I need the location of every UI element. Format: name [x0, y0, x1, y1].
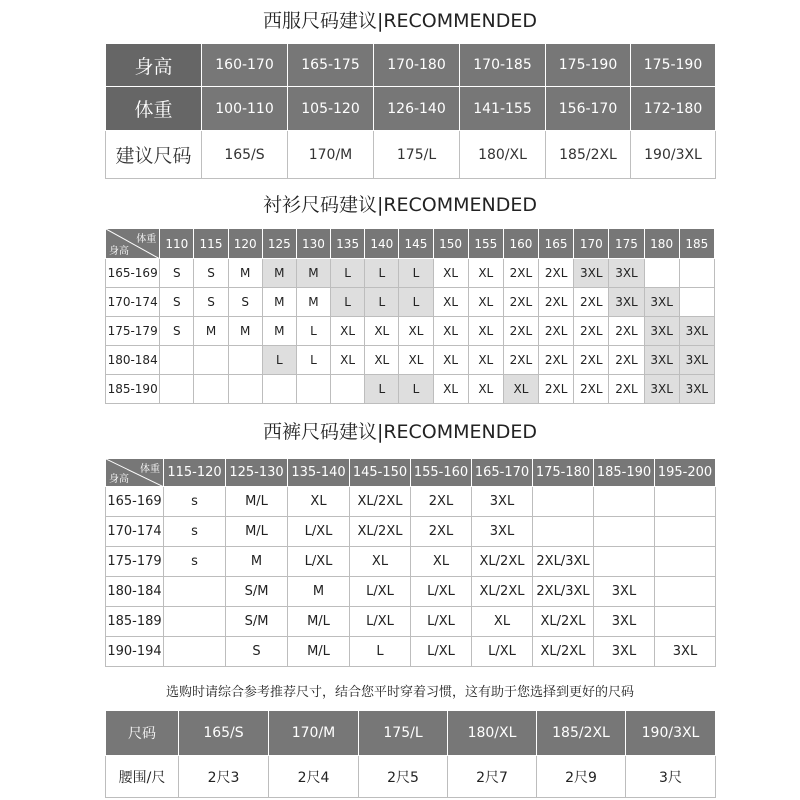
shirt-size-cell: S	[228, 288, 262, 317]
trouser-size-cell: XL	[288, 487, 350, 517]
shirt-weight-header: 120	[228, 229, 262, 259]
shirt-weight-header: 165	[539, 229, 574, 259]
shirt-size-cell: 2XL	[539, 288, 574, 317]
shirt-size-cell: S	[160, 288, 194, 317]
shirt-size-cell: 2XL	[503, 346, 538, 375]
trouser-height-label: 190-194	[106, 637, 164, 667]
trouser-size-cell	[594, 517, 655, 547]
trouser-size-cell: s	[164, 547, 226, 577]
shirt-size-cell	[228, 375, 262, 404]
trouser-table-row	[106, 487, 716, 517]
suit-cell: 175-190	[546, 44, 631, 87]
shirt-size-cell: XL	[468, 259, 503, 288]
shirt-size-table	[105, 228, 715, 404]
suit-cell: 170-180	[374, 44, 460, 87]
shirt-size-cell: XL	[433, 375, 468, 404]
trouser-size-cell: M/L	[288, 637, 350, 667]
trouser-size-cell: L/XL	[288, 517, 350, 547]
shirt-size-cell: S	[194, 259, 228, 288]
shirt-size-cell	[262, 375, 296, 404]
shirt-size-cell	[296, 375, 330, 404]
shirt-size-cell: 3XL	[679, 346, 714, 375]
trouser-size-cell: 2XL	[411, 487, 472, 517]
corner-weight-label: 体重	[140, 464, 160, 475]
shirt-table-row	[106, 317, 715, 346]
shirt-size-cell: L	[365, 375, 399, 404]
shirt-size-cell: 2XL	[539, 346, 574, 375]
trouser-section-title: 西裤尺码建议|RECOMMENDED	[262, 421, 538, 443]
suit-cell: 126-140	[374, 87, 460, 131]
shirt-weight-header: 125	[262, 229, 296, 259]
trouser-corner-cell	[106, 459, 164, 487]
trouser-size-cell: S/M	[226, 607, 288, 637]
trouser-table-row	[106, 577, 716, 607]
shirt-size-cell	[160, 375, 194, 404]
suit-cell: 190/3XL	[631, 131, 716, 179]
waist-size-header: 190/3XL	[626, 711, 716, 756]
waist-size-header: 185/2XL	[537, 711, 626, 756]
shirt-size-cell: L	[262, 346, 296, 375]
suit-cell: 100-110	[202, 87, 288, 131]
trouser-size-cell	[655, 607, 716, 637]
shirt-size-cell: 3XL	[574, 259, 609, 288]
trouser-table-row	[106, 637, 716, 667]
trouser-weight-header: 115-120	[164, 459, 226, 487]
shirt-size-cell: M	[296, 259, 330, 288]
shirt-weight-header: 175	[609, 229, 644, 259]
shirt-weight-header: 180	[644, 229, 679, 259]
trouser-size-cell: 3XL	[655, 637, 716, 667]
trouser-height-label: 165-169	[106, 487, 164, 517]
shirt-size-cell	[228, 346, 262, 375]
shirt-size-cell: 2XL	[539, 375, 574, 404]
trouser-size-cell	[594, 487, 655, 517]
shirt-size-cell	[644, 259, 679, 288]
trouser-size-cell	[164, 577, 226, 607]
suit-cell: 180/XL	[460, 131, 546, 179]
trouser-table-row	[106, 547, 716, 577]
shirt-size-cell: M	[228, 317, 262, 346]
suit-cell: 156-170	[546, 87, 631, 131]
shirt-size-cell: 2XL	[609, 375, 644, 404]
shirt-size-cell: 2XL	[503, 317, 538, 346]
trouser-size-cell: L/XL	[350, 607, 411, 637]
trouser-size-cell: M	[288, 577, 350, 607]
shirt-header-row	[106, 229, 715, 259]
shirt-size-cell: L	[331, 288, 365, 317]
trouser-table-row	[106, 517, 716, 547]
shirt-size-cell: 2XL	[503, 288, 538, 317]
trouser-size-cell: L/XL	[350, 577, 411, 607]
shirt-size-cell: XL	[433, 288, 468, 317]
suit-height-row	[106, 44, 716, 87]
shirt-size-cell: XL	[365, 317, 399, 346]
shirt-table-row	[106, 375, 715, 404]
shirt-size-cell: M	[296, 288, 330, 317]
shirt-table-row	[106, 259, 715, 288]
shirt-size-cell: M	[194, 317, 228, 346]
waist-header-label: 尺码	[106, 711, 179, 756]
trouser-weight-header: 155-160	[411, 459, 472, 487]
shirt-weight-header: 110	[160, 229, 194, 259]
shirt-size-cell: 2XL	[539, 259, 574, 288]
trouser-size-cell	[164, 637, 226, 667]
shirt-height-label: 185-190	[106, 375, 160, 404]
trouser-height-label: 175-179	[106, 547, 164, 577]
shirt-size-cell: XL	[468, 346, 503, 375]
trouser-size-cell: L/XL	[411, 577, 472, 607]
suit-cell: 165-175	[288, 44, 374, 87]
shirt-size-cell: L	[365, 259, 399, 288]
waist-size-header: 165/S	[179, 711, 269, 756]
shirt-size-cell: L	[296, 317, 330, 346]
trouser-weight-header: 135-140	[288, 459, 350, 487]
shirt-height-label: 180-184	[106, 346, 160, 375]
shirt-size-cell: 2XL	[574, 375, 609, 404]
shirt-size-cell: XL	[433, 259, 468, 288]
shirt-size-cell: S	[160, 317, 194, 346]
waist-size-header: 180/XL	[448, 711, 537, 756]
trouser-weight-header: 185-190	[594, 459, 655, 487]
trouser-size-cell: S/M	[226, 577, 288, 607]
shirt-size-cell: 3XL	[679, 375, 714, 404]
trouser-size-cell: 3XL	[472, 517, 533, 547]
shirt-table-row	[106, 288, 715, 317]
shirt-size-cell: XL	[468, 288, 503, 317]
shirt-table-row	[106, 346, 715, 375]
trouser-size-cell: L/XL	[411, 637, 472, 667]
shirt-size-cell: XL	[503, 375, 538, 404]
trouser-size-cell	[655, 487, 716, 517]
shirt-size-cell: XL	[331, 317, 365, 346]
shirt-size-cell: 2XL	[609, 317, 644, 346]
shirt-size-cell: 2XL	[574, 346, 609, 375]
shirt-size-cell: XL	[468, 375, 503, 404]
shirt-size-cell: S	[194, 288, 228, 317]
shirt-size-cell: XL	[468, 317, 503, 346]
suit-cell: 185/2XL	[546, 131, 631, 179]
waist-size-table	[105, 710, 716, 798]
shirt-size-cell: L	[296, 346, 330, 375]
trouser-header-row	[106, 459, 716, 487]
suit-size-row	[106, 131, 716, 179]
trouser-size-cell	[655, 547, 716, 577]
trouser-size-cell	[533, 517, 594, 547]
shirt-size-cell	[679, 288, 714, 317]
suit-cell: 141-155	[460, 87, 546, 131]
trouser-size-cell: XL	[350, 547, 411, 577]
shirt-height-label: 170-174	[106, 288, 160, 317]
shirt-size-cell: 2XL	[574, 288, 609, 317]
trouser-size-cell	[164, 607, 226, 637]
waist-size-header: 175/L	[359, 711, 448, 756]
sizing-note: 选购时请综合参考推荐尺寸，结合您平时穿着习惯，这有助于您选择到更好的尺码	[165, 685, 634, 700]
trouser-size-cell: S	[226, 637, 288, 667]
trouser-size-cell: M/L	[226, 487, 288, 517]
suit-cell: 170-185	[460, 44, 546, 87]
trouser-size-cell: M/L	[226, 517, 288, 547]
trouser-size-cell: XL	[411, 547, 472, 577]
shirt-size-cell: XL	[433, 317, 468, 346]
trouser-size-cell	[533, 487, 594, 517]
waist-row-label: 腰围/尺	[106, 756, 179, 798]
trouser-size-cell: XL/2XL	[350, 487, 411, 517]
trouser-size-cell: XL/2XL	[350, 517, 411, 547]
trouser-size-cell: XL/2XL	[472, 577, 533, 607]
suit-cell: 175-190	[631, 44, 716, 87]
shirt-weight-header: 115	[194, 229, 228, 259]
trouser-size-cell: s	[164, 517, 226, 547]
shirt-size-cell: XL	[399, 346, 433, 375]
shirt-size-cell: XL	[365, 346, 399, 375]
trouser-weight-header: 165-170	[472, 459, 533, 487]
trouser-table-body	[106, 487, 716, 667]
trouser-size-cell: 2XL/3XL	[533, 547, 594, 577]
suit-cell: 160-170	[202, 44, 288, 87]
suit-size-table	[105, 43, 716, 179]
shirt-size-cell: L	[399, 375, 433, 404]
trouser-size-cell	[655, 577, 716, 607]
shirt-weight-header: 135	[331, 229, 365, 259]
shirt-size-cell: 2XL	[539, 317, 574, 346]
shirt-size-cell: L	[399, 288, 433, 317]
shirt-size-cell: L	[331, 259, 365, 288]
shirt-table-body	[106, 259, 715, 404]
trouser-size-cell	[655, 517, 716, 547]
shirt-size-cell: M	[262, 288, 296, 317]
shirt-size-cell	[194, 375, 228, 404]
waist-header-row	[106, 711, 716, 756]
trouser-weight-header: 125-130	[226, 459, 288, 487]
trouser-size-cell: M/L	[288, 607, 350, 637]
trouser-size-cell: XL/2XL	[533, 637, 594, 667]
shirt-size-cell: 3XL	[644, 346, 679, 375]
trouser-size-cell: 3XL	[594, 637, 655, 667]
trouser-size-cell: L/XL	[288, 547, 350, 577]
shirt-size-cell: S	[160, 259, 194, 288]
shirt-size-cell: L	[365, 288, 399, 317]
shirt-size-cell: XL	[399, 317, 433, 346]
shirt-size-cell	[194, 346, 228, 375]
waist-value: 3尺	[626, 756, 716, 798]
suit-cell: 170/M	[288, 131, 374, 179]
shirt-size-cell: 2XL	[609, 346, 644, 375]
shirt-height-label: 165-169	[106, 259, 160, 288]
shirt-size-cell: 3XL	[644, 317, 679, 346]
shirt-size-cell: 2XL	[503, 259, 538, 288]
shirt-section-title: 衬衫尺码建议|RECOMMENDED	[262, 194, 538, 216]
shirt-size-cell: 3XL	[644, 288, 679, 317]
trouser-size-cell: M	[226, 547, 288, 577]
shirt-size-cell: M	[262, 317, 296, 346]
shirt-weight-header: 140	[365, 229, 399, 259]
shirt-size-cell: XL	[433, 346, 468, 375]
trouser-size-cell: 3XL	[472, 487, 533, 517]
shirt-weight-header: 160	[503, 229, 538, 259]
suit-weight-row	[106, 87, 716, 131]
suit-section-title: 西服尺码建议|RECOMMENDED	[262, 10, 538, 32]
shirt-weight-header: 185	[679, 229, 714, 259]
waist-value: 2尺7	[448, 756, 537, 798]
trouser-size-cell: XL/2XL	[472, 547, 533, 577]
suit-cell: 172-180	[631, 87, 716, 131]
shirt-size-cell: 3XL	[609, 288, 644, 317]
corner-height-label: 身高	[109, 474, 129, 485]
shirt-weight-header: 150	[433, 229, 468, 259]
suit-cell: 175/L	[374, 131, 460, 179]
shirt-corner-cell	[106, 229, 160, 259]
waist-value: 2尺5	[359, 756, 448, 798]
shirt-weight-header: 155	[468, 229, 503, 259]
corner-height-label: 身高	[109, 246, 129, 257]
trouser-height-label: 185-189	[106, 607, 164, 637]
trouser-size-cell: s	[164, 487, 226, 517]
waist-value: 2尺9	[537, 756, 626, 798]
trouser-size-cell: XL	[472, 607, 533, 637]
trouser-weight-header: 145-150	[350, 459, 411, 487]
shirt-size-cell	[331, 375, 365, 404]
trouser-weight-header: 195-200	[655, 459, 716, 487]
waist-value: 2尺3	[179, 756, 269, 798]
shirt-weight-header: 170	[574, 229, 609, 259]
trouser-height-label: 170-174	[106, 517, 164, 547]
shirt-weight-header: 130	[296, 229, 330, 259]
shirt-weight-header: 145	[399, 229, 433, 259]
shirt-size-cell: 2XL	[574, 317, 609, 346]
shirt-size-cell: L	[399, 259, 433, 288]
shirt-size-cell: XL	[331, 346, 365, 375]
trouser-size-cell: L/XL	[472, 637, 533, 667]
waist-size-header: 170/M	[269, 711, 359, 756]
suit-row-label: 体重	[106, 87, 202, 131]
trouser-size-cell: 3XL	[594, 577, 655, 607]
trouser-size-cell: 2XL	[411, 517, 472, 547]
shirt-height-label: 175-179	[106, 317, 160, 346]
waist-value: 2尺4	[269, 756, 359, 798]
shirt-size-cell	[679, 259, 714, 288]
suit-row-label: 身高	[106, 44, 202, 87]
trouser-size-cell: 2XL/3XL	[533, 577, 594, 607]
trouser-size-cell	[594, 547, 655, 577]
trouser-size-cell: L	[350, 637, 411, 667]
shirt-size-cell: 3XL	[609, 259, 644, 288]
trouser-weight-header: 175-180	[533, 459, 594, 487]
waist-value-row	[106, 756, 716, 798]
trouser-height-label: 180-184	[106, 577, 164, 607]
trouser-size-cell: L/XL	[411, 607, 472, 637]
shirt-size-cell: M	[228, 259, 262, 288]
trouser-size-cell: 3XL	[594, 607, 655, 637]
suit-cell: 105-120	[288, 87, 374, 131]
shirt-size-cell	[160, 346, 194, 375]
trouser-table-row	[106, 607, 716, 637]
shirt-size-cell: M	[262, 259, 296, 288]
suit-cell: 165/S	[202, 131, 288, 179]
shirt-size-cell: 3XL	[644, 375, 679, 404]
trouser-size-cell: XL/2XL	[533, 607, 594, 637]
trouser-size-table	[105, 458, 716, 667]
shirt-size-cell: 3XL	[679, 317, 714, 346]
suit-row-label: 建议尺码	[106, 131, 202, 179]
corner-weight-label: 体重	[136, 234, 157, 245]
